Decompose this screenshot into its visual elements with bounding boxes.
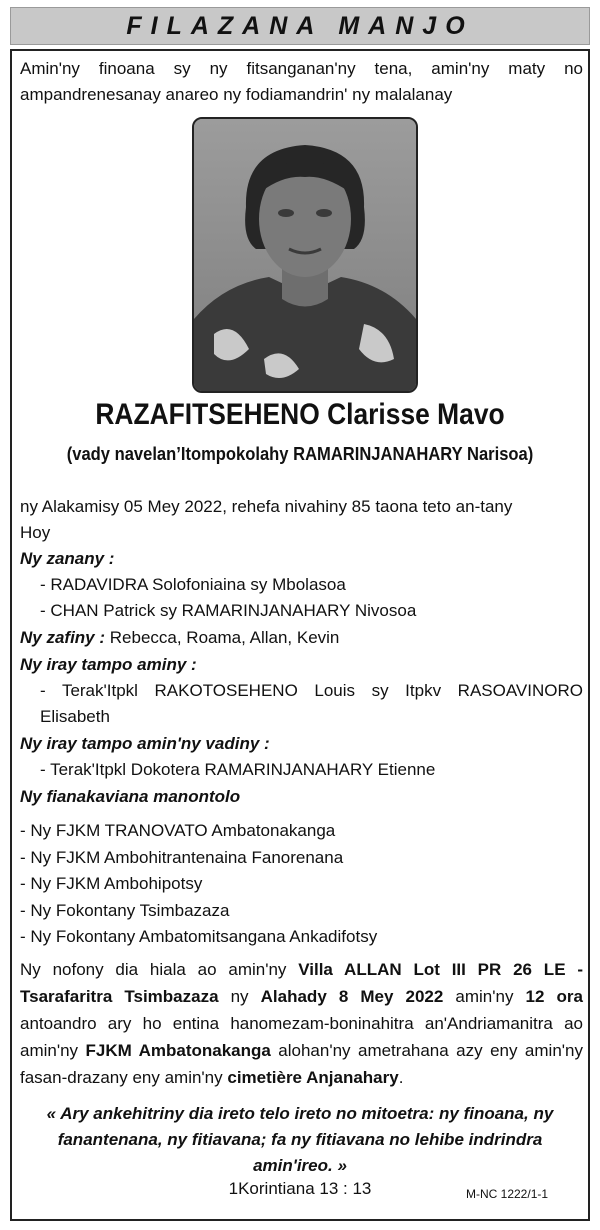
funeral-text: . — [398, 1068, 404, 1087]
notice-header — [10, 7, 590, 45]
spouse-line: (vady navelan’Itompokolahy RAMARINJANAHARY Narisoa) — [66, 444, 534, 464]
death-date-line-2: Hoy — [20, 523, 51, 542]
funeral-church: FJKM Ambatonakanga — [85, 1041, 271, 1060]
extended-family-label: Ny fianakaviana manontolo — [20, 787, 241, 806]
institution-item: - Ny Fokontany Ambatomitsangana Ankadifotsy — [20, 927, 378, 946]
notice-title: FILAZANA MANJO — [126, 11, 474, 40]
ad-code: M-NC 1222/1-1 — [466, 1187, 549, 1201]
funeral-paragraph — [20, 956, 583, 1091]
spouse-sibling-item: - Terak'Itpkl Dokotera RAMARINJANAHARY Etienne — [40, 760, 436, 779]
institution-item: - Ny FJKM TRANOVATO Ambatonakanga — [20, 821, 336, 840]
funeral-text: antoandro ary ho entina hanomezam-boninahitra an'Andriamanitra ao amin'ny — [20, 1014, 583, 1060]
deceased-name: RAZAFITSEHENO Clarisse Mavo — [95, 398, 505, 431]
funeral-text: ny — [218, 987, 261, 1006]
siblings-label: Ny iray tampo aminy : — [20, 655, 197, 674]
verse-reference: 1Korintiana 13 : 13 — [228, 1179, 372, 1198]
sibling-item: - Terak'Itpkl RAKOTOSEHENO Louis sy Itpkv RASOAVINORO Elisabeth — [40, 681, 583, 726]
child-item: - RADAVIDRA Solofoniaina sy Mbolasoa — [40, 575, 346, 594]
funeral-text: amin'ny — [443, 987, 526, 1006]
funeral-cemetery: cimetière Anjanahary — [227, 1068, 399, 1087]
portrait-photo — [192, 117, 418, 393]
institution-item: - Ny Fokontany Tsimbazaza — [20, 901, 230, 920]
death-date-line: ny Alakamisy 05 Mey 2022, rehefa nivahiny 85 taona teto an-tany — [20, 497, 513, 516]
funeral-text: Ny nofony dia hiala ao amin'ny — [20, 960, 299, 979]
funeral-date: Alahady 8 Mey 2022 — [260, 987, 444, 1006]
intro-text: Amin'ny finoana sy ny fitsanganan'ny tena, amin'ny maty no ampandrenesanay anareo ny fodiamandrin' ny malalanay — [20, 59, 583, 104]
children-label: Ny zanany : — [20, 549, 115, 568]
institution-item: - Ny FJKM Ambohipotsy — [20, 874, 203, 893]
institution-item: - Ny FJKM Ambohitrantenaina Fanorenana — [20, 848, 344, 867]
funeral-text: alohan'ny ametrahana azy eny amin'ny fasan-drazany eny amin'ny — [20, 1041, 583, 1087]
spouse-siblings-label: Ny iray tampo amin'ny vadiny : — [20, 734, 270, 753]
bible-verse: « Ary ankehitriny dia ireto telo ireto no mitoetra: ny finoana, ny fanantenana, ny fitiavana; fa ny fitiavana no lehibe indrindra amin'ireo. » — [46, 1104, 554, 1175]
grandchildren-line — [20, 625, 583, 651]
grandchildren-names: Rebecca, Roama, Allan, Kevin — [105, 628, 340, 647]
funeral-location: Villa ALLAN Lot III PR 26 LE - Tsarafaritra Tsimbazaza — [20, 960, 583, 1006]
funeral-time: 12 ora — [525, 987, 583, 1006]
child-item: - CHAN Patrick sy RAMARINJANAHARY Nivosoa — [40, 601, 417, 620]
grandchildren-label: Ny zafiny : — [20, 628, 106, 647]
